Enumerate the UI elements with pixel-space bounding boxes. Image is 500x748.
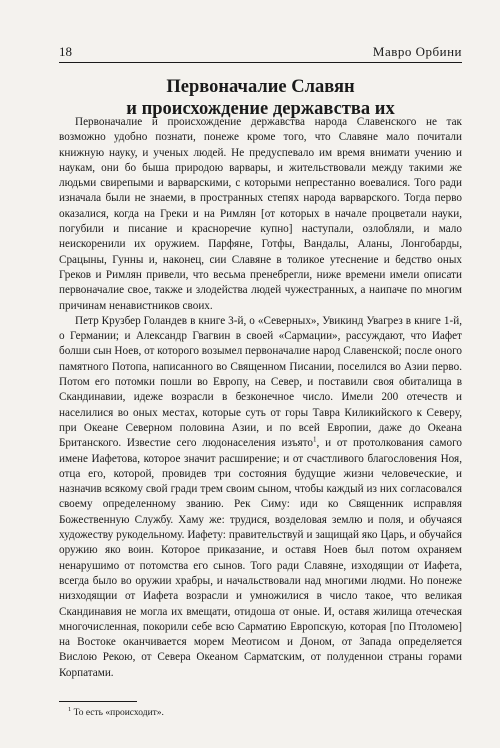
page-number: 18 [59, 44, 72, 59]
chapter-title-line-2: и происхождение державства их [126, 99, 395, 119]
footnote-reference: 1 [312, 435, 317, 444]
paragraph-1: Первоначалие и происхождение державства народа Славенского не так возможно удобно познати, понеже кроме того, что Славяне мало почитали книжную науку, и ученых людей. Не предуспевало им время внимати учению и наукам, они бо быша природою варвары, и жительствовали между такими же людьми свирепыми и варварскими, с которыми непрестанно воевалися. Того ради изначала были не знаеми, в пространных степях народа варварского. Тогда перво оказалися, когда на Греки и на Римлян [от которых в начале процветали науки, погубили и писание и красноречие купно] наступали, озлобляли, и мало неискоренили их оружием. Парфяне, Готфы, Вандалы, Аланы, Лонгобарды, Срацыны, Гунны и, наконец, сии Славяне в толикое утеснение и бедство оных Греков и Римлян привели, что весьма пренебрегли, ниже времени имели описати первоначалие свое, также и злодейства людей чужестранных, а наипаче по многим причинам ненавистников своих. [59, 116, 462, 312]
paragraph-2-part-2: , и от протолкования самого имене Иафетова, которое значит расширение; и от счастливого благословения Ноя, отца его, которой, провидев три состояния будущие жизни человеческие, и назначив всякому свой гради трем своим сыном, чтобы каждый из них согласовался своему определенному званию. Рек Симу: иди ко Священник исправляя Божественную Службу. Хаму же: трудися, возделовая землю и поля, и обучаяся художеству рукодельному. Иафету: правительствуй и защищай яко Царь, и обучайся оружию яко воин. Которое приказание, и оставя Ноев был потом охраняем ненарушимо от потомства его сынов. Того ради Славяне, изходящии от Иафета, всегда было во оружии храбры, и начальствовали над многими людми. Но понеже низходящии от Иафета возрасли и умножилися в число такое, что великая Скандинавия не могла их вмещати, отидоша от оные. И, оставя жилища отеческая многочисленная, покорили себе всю Сарматию Европскую, которая [по Птоломею] на Востоке оканчивается морем Меотисом и Доном, от Запада определяется Вислою Рекою, от Севера Океаном Сарматским, от полуденнои страны горами Корпатами. [59, 437, 462, 679]
footnote-divider [59, 701, 137, 702]
paragraph-2 [59, 314, 462, 681]
paragraph-2-part-1: Петр Крузбер Голандев в книге 3-й, о «Северных», Увикинд Увагрез в книге 1-й, о Германии; и Александр Гвагвин в своей «Сармации», рассуждают, что Иафет болши сын Ноев, от которого возымел первоначалие народ Славенской; после оного памятного Потопа, написанного во Священном Писании, поселился во Азии перво. Потом его потомки пошли во Европу, на Север, и поставили своя обиталища в Скандинавии, идеже возрасли в безконечное число. Имели 200 отечеств и населилися во оных местах, которые суть от горы Тавра Киликийского к Северу, при Океане Северном половина Азии, и по всей Европии, даже до Океана Британского. Известие сего людонаселения изъято [59, 314, 462, 450]
footnote-text: То есть «происходит». [73, 708, 164, 719]
footnote [68, 706, 164, 718]
body-text [59, 115, 462, 681]
chapter-title-line-1: Первоначалие Славян [166, 77, 355, 97]
running-head-author: Мавро Орбини [372, 44, 462, 59]
running-header [59, 40, 462, 63]
chapter-title [59, 76, 462, 120]
footnote-number: 1 [68, 706, 72, 713]
